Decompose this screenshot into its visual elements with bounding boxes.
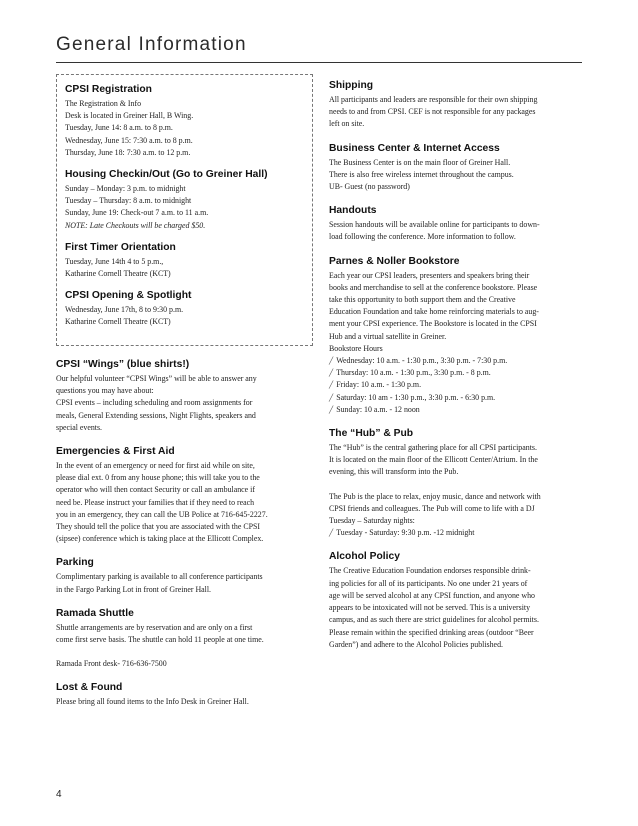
left-column	[56, 358, 314, 720]
section-line: needs to and from CPSI. CEF is not responsible for any packages	[329, 107, 536, 117]
orientation-section	[65, 241, 304, 280]
section-line: ing policies for all of its participants. No one under 21 years of	[329, 578, 528, 588]
section-line: UB- Guest (no password)	[329, 182, 410, 192]
section-line: The Registration & Info	[65, 99, 142, 108]
business-center-section	[329, 142, 581, 194]
hours-item: ╱ Saturday: 10 am - 1:30 p.m., 3:30 p.m. - 6:30 p.m.	[329, 392, 581, 404]
section-line: Shuttle arrangements are by reservation and are only on a first	[56, 622, 253, 632]
section-line: CPSI friends and colleagues. The Pub will come to life with a DJ	[329, 503, 535, 513]
section-line: Please remain within the specified drinking areas (outdoor “Beer	[329, 627, 534, 637]
section-line: The Creative Education Foundation endorses responsible drink-	[329, 566, 531, 576]
parking-section	[56, 556, 314, 595]
pub-hours-item: ╱ Tuesday - Saturday: 9:30 p.m. -12 midnight	[329, 527, 581, 539]
shuttle-section	[56, 607, 314, 671]
section-line: The “Hub” is the central gathering place for all CPSI participants.	[329, 443, 537, 453]
section-line: The Pub is the place to relax, enjoy music, dance and network with	[329, 491, 541, 501]
page-title: General Information	[56, 34, 247, 55]
section-line: It is located on the main floor of the Ellicott Center/Atrium. In the	[329, 455, 538, 465]
section-heading: CPSI Registration	[65, 84, 152, 95]
section-heading: CPSI Opening & Spotlight	[65, 290, 192, 302]
wings-section	[56, 358, 314, 434]
hours-item: ╱ Sunday: 10 a.m. - 12 noon	[329, 404, 581, 416]
section-heading: Shipping	[329, 80, 374, 91]
section-heading: First Timer Orientation	[65, 241, 176, 253]
hours-item: ╱ Wednesday: 10 a.m. - 1:30 p.m., 3:30 p.m. - 7:30 p.m.	[329, 355, 581, 367]
section-line: evening, this will transform into the Pub.	[329, 467, 459, 477]
section-line: Our helpful volunteer “CPSI Wings” will be able to answer any	[56, 374, 257, 383]
section-line: Each year our CPSI leaders, presenters and speakers bring their	[329, 270, 530, 280]
section-heading: Emergencies & First Aid	[56, 446, 175, 458]
section-line: Tuesday – Thursday: 8 a.m. to midnight	[65, 196, 192, 206]
section-line: Please bring all found items to the Info Desk in Greiner Hall.	[56, 697, 249, 707]
section-line: There is also free wireless internet throughout the campus.	[329, 169, 514, 179]
section-line: The Business Center is on the main floor of Greiner Hall.	[329, 157, 511, 167]
section-line: left on site.	[329, 119, 365, 129]
section-heading: Handouts	[329, 205, 377, 217]
section-line: Tuesday, June 14: 8 a.m. to 8 p.m.	[65, 123, 173, 133]
hub-pub-section	[329, 427, 581, 539]
section-line: special events.	[56, 422, 103, 432]
section-line: They should tell the police that you are associated with the CPSI	[56, 522, 261, 532]
section-line: Session handouts will be available online for participants to down-	[329, 220, 540, 230]
housing-section	[65, 168, 304, 232]
section-line: questions you may have about:	[56, 386, 154, 396]
section-line: Thursday, June 18: 7:30 a.m. to 12 p.m.	[65, 147, 191, 157]
ramada-phone: Ramada Front desk- 716-636-7500	[56, 659, 167, 669]
section-heading: Housing Checkin/Out (Go to Greiner Hall)	[65, 169, 268, 181]
opening-section	[65, 289, 304, 328]
section-line: Garden”) and adhere to the Alcohol Policies published.	[329, 639, 503, 649]
section-line: Hub and a virtual satellite in Greiner.	[329, 331, 447, 341]
section-line: campus, and as such there are strict guidelines for alcohol permits.	[329, 615, 539, 625]
section-line: Katharine Cornell Theatre (KCT)	[65, 317, 171, 327]
section-line: Katharine Cornell Theatre (KCT)	[65, 269, 171, 279]
section-line: age will be served alcohol at any CPSI function, and anyone who	[329, 590, 535, 600]
section-line: need be. Please instruct your families that if they need to reach	[56, 497, 255, 507]
section-line: load following the conference. More information to follow.	[329, 232, 516, 242]
shipping-section	[329, 79, 581, 131]
alcohol-policy-section	[329, 550, 581, 650]
section-heading: Ramada Shuttle	[56, 607, 134, 619]
section-line: come first serve basis. The shuttle can hold 11 people at one time.	[56, 635, 264, 645]
section-line: Sunday – Monday: 3 p.m. to midnight	[65, 184, 186, 194]
section-heading: Alcohol Policy	[329, 551, 400, 563]
section-line: you in an emergency, they can call the UB Police at 716-645-2227.	[56, 509, 268, 519]
section-line: Tuesday – Saturday nights:	[329, 516, 415, 526]
section-line: meals, General Extending sessions, Night Flights, speakers and	[56, 410, 256, 420]
section-line: please dial ext. 0 from any house phone; this will take you to the	[56, 473, 260, 483]
section-line: ment your CPSI experience. The Bookstore is located in the CPSI	[329, 319, 537, 329]
section-line: in the Fargo Parking Lot in front of Greiner Hall.	[56, 584, 212, 594]
registration-section	[65, 83, 304, 159]
section-line: operator who will then contact Security or call an ambulance if	[56, 485, 255, 495]
section-line: take this opportunity to both support them and the Creative	[329, 295, 516, 305]
section-line: Complimentary parking is available to all conference participants	[56, 572, 263, 582]
right-column	[329, 79, 581, 662]
section-heading: CPSI “Wings” (blue shirts!)	[56, 359, 190, 370]
section-heading: Parnes & Noller Bookstore	[329, 255, 460, 267]
section-line: CPSI events – including scheduling and room assignments for	[56, 398, 253, 408]
section-line: Tuesday, June 14th 4 to 5 p.m.,	[65, 256, 164, 266]
section-line: Sunday, June 19: Check-out 7 a.m. to 11 a.m.	[65, 208, 209, 218]
section-line: books and merchandise to sell at the conference bookstore. Please	[329, 282, 538, 292]
section-line: Wednesday, June 17th, 8 to 9:30 p.m.	[65, 305, 184, 315]
schedule-box	[56, 74, 313, 346]
late-checkout-note: NOTE: Late Checkouts will be charged $50.	[65, 220, 206, 230]
section-line: Desk is located in Greiner Hall, B Wing.	[65, 111, 194, 121]
hours-item: ╱ Thursday: 10 a.m. - 1:30 p.m., 3:30 p.m. - 8 p.m.	[329, 367, 581, 379]
emergencies-section	[56, 445, 314, 545]
section-line: All participants and leaders are responsible for their own shipping	[329, 95, 538, 104]
section-line: appears to be intoxicated will not be served. This is a university	[329, 603, 531, 613]
section-heading: Lost & Found	[56, 682, 123, 694]
section-heading: Business Center & Internet Access	[329, 142, 500, 154]
section-heading: The “Hub” & Pub	[329, 428, 414, 440]
section-line: In the event of an emergency or need for first aid while on site,	[56, 461, 255, 471]
handouts-section	[329, 204, 581, 243]
section-line: (sipsee) conference which is taking place at the Ellicott Complex.	[56, 534, 264, 544]
page-number: 4	[56, 789, 62, 800]
section-line: Education Foundation and take home reinforcing materials to aug-	[329, 307, 539, 317]
lost-found-section	[56, 681, 314, 708]
section-line: Wednesday, June 15: 7:30 a.m. to 8 p.m.	[65, 135, 193, 145]
section-line: Bookstore Hours	[329, 343, 383, 353]
bookstore-section	[329, 255, 581, 416]
section-heading: Parking	[56, 557, 94, 569]
title-divider	[56, 62, 582, 63]
hours-item: ╱ Friday: 10 a.m. - 1:30 p.m.	[329, 379, 581, 391]
